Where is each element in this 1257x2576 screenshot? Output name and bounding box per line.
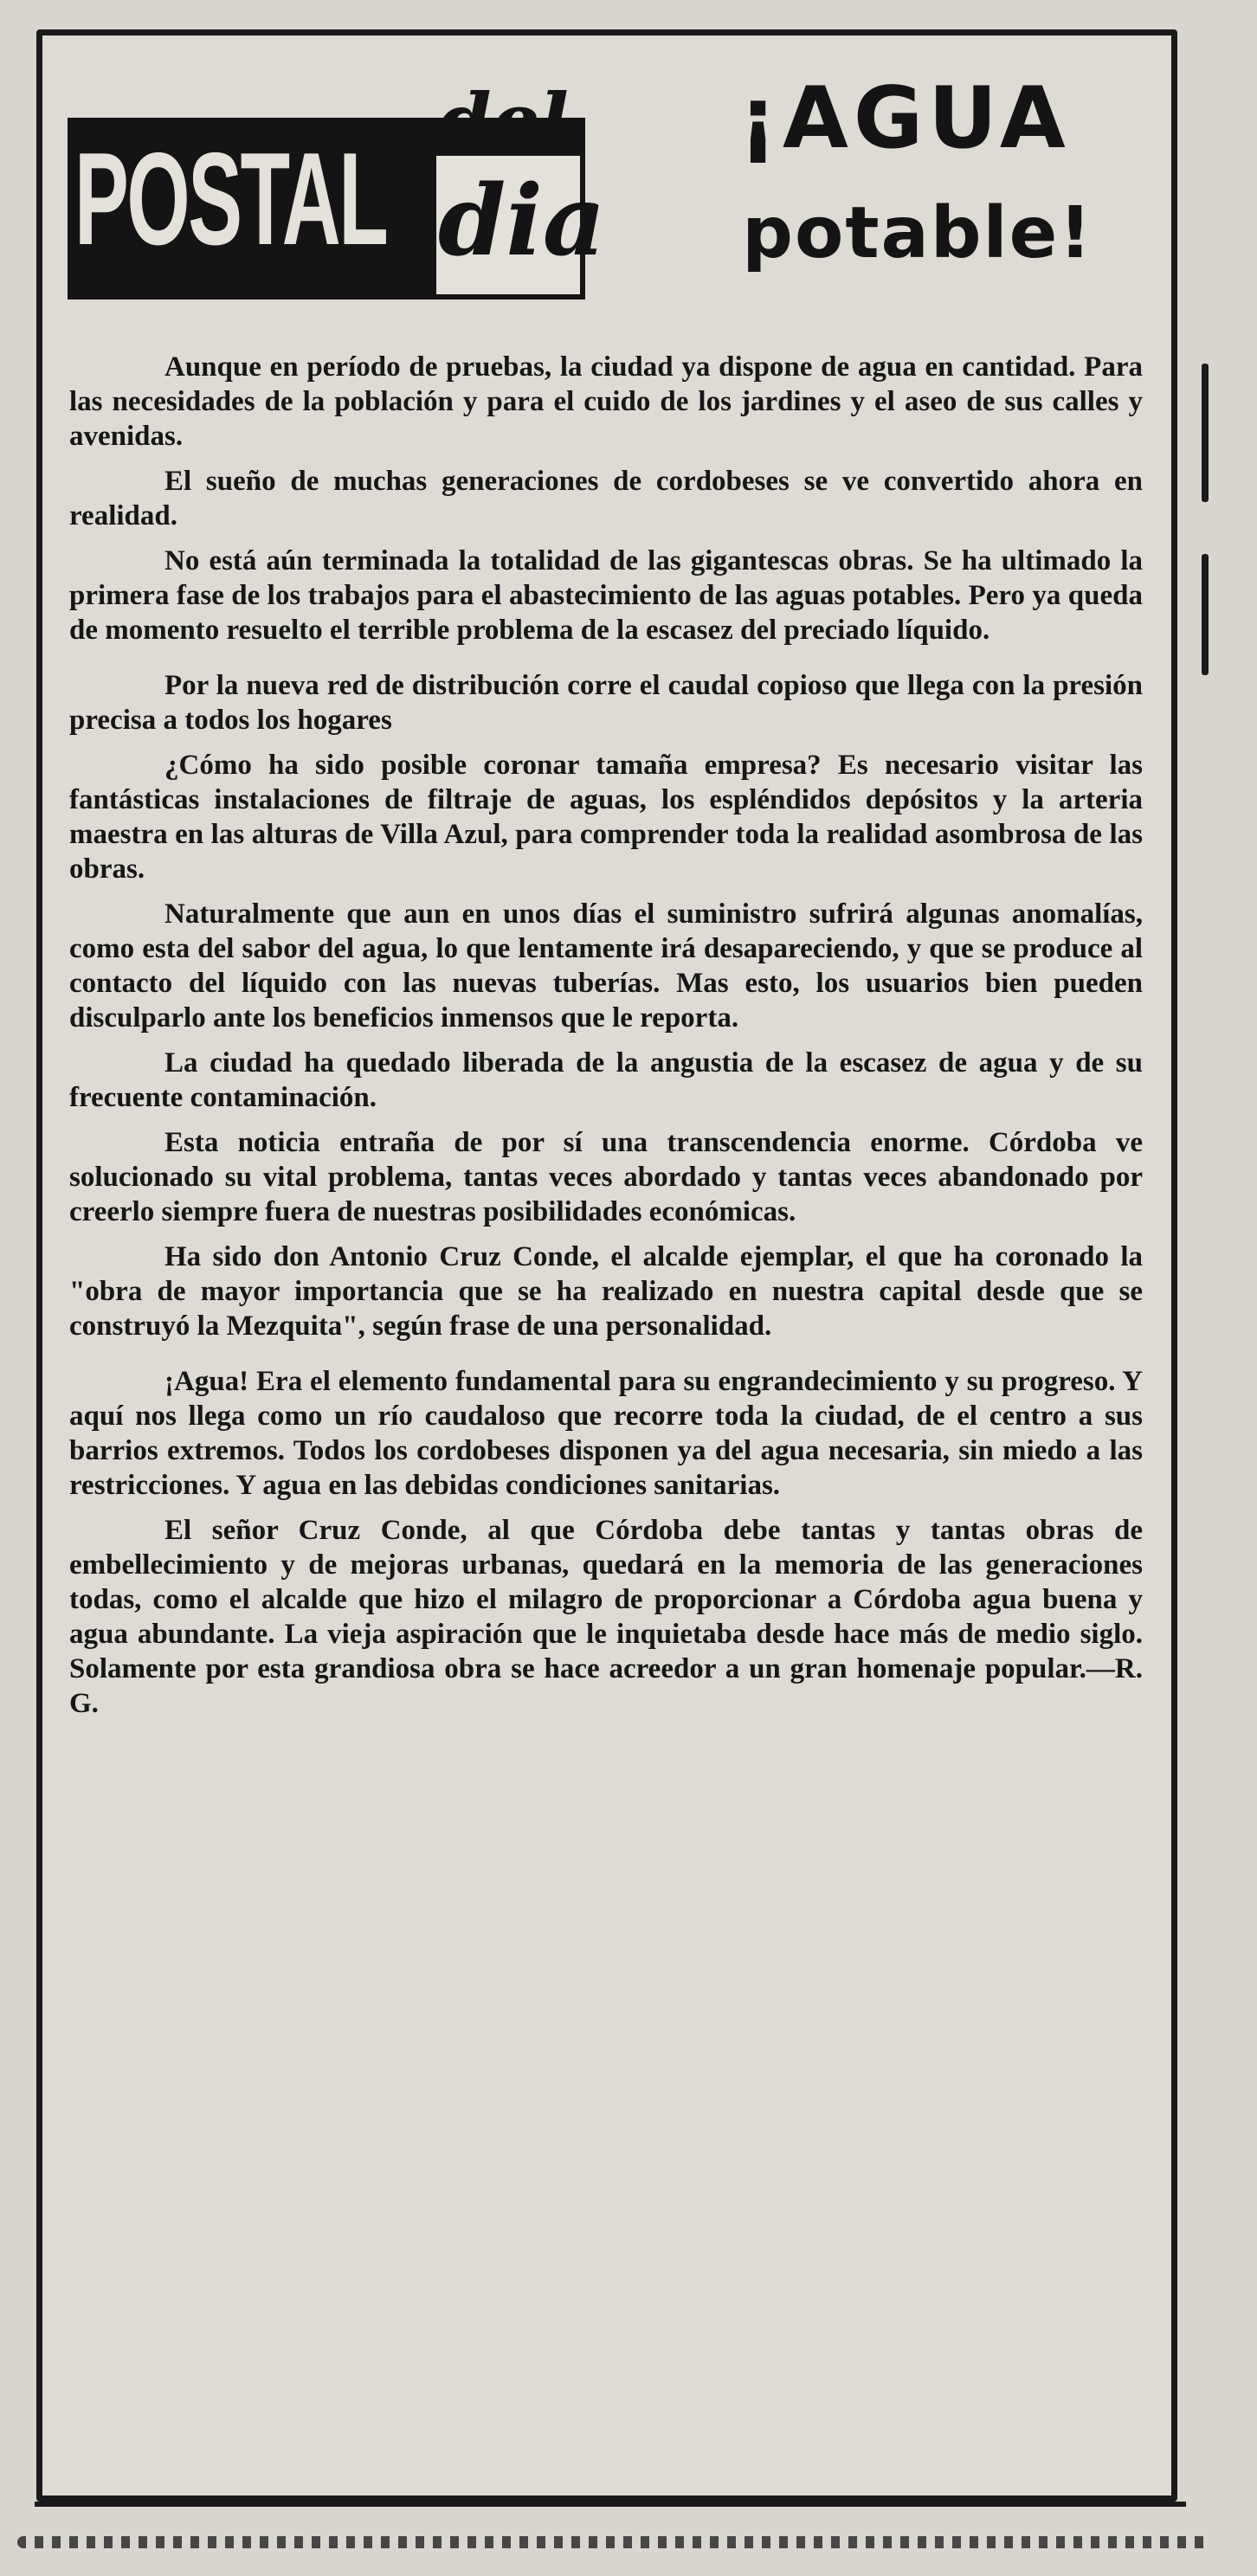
article-paragraph: ¿Cómo ha sido posible coronar tamaña empresa? Es necesario visitar las fantásticas instalaciones de filtraje de aguas, los espléndidos depósitos y la arteria maestra en las alturas de Villa Azul, para comprender toda la realidad asombrosa de las obras. [69,750,1143,885]
logo-dia-text: dia [438,164,606,278]
article-paragraph: La ciudad ha quedado liberada de la angustia de la escasez de agua y de su frecuente contaminación. [69,1047,1143,1113]
headline-line-1: ¡AGUA [738,69,1071,168]
article-paragraph: Por la nueva red de distribución corre el caudal copioso que llega con la presión precisa a todos los hogares [69,670,1143,736]
edge-mark [1202,364,1209,502]
article-body [69,350,1143,1731]
article-paragraph: No está aún terminada la totalidad de las gigantescas obras. Se ha ultimado la primera fase de los trabajos para el abastecimiento de las aguas potables. Pero ya queda de momento resuelto el terrible problema de la escasez del preciado líquido. [69,545,1143,646]
postal-del-dia-logo [68,76,606,299]
headline-line-2: potable! [742,191,1093,274]
article-paragraph: ¡Agua! Era el elemento fundamental para su engrandecimiento y su progreso. Y aquí nos llega como un río caudaloso que recorre toda la ciudad, de el centro a sus barrios extremos. Todos los cordobeses disponen ya del agua necesaria, sin miedo a las restricciones. Y agua en las debidas condiciones sanitarias. [69,1366,1143,1501]
bottom-rule [35,2502,1186,2507]
article-paragraph: Naturalmente que aun en unos días el suministro sufrirá algunas anomalías, como esta del sabor del agua, lo que lentamente irá desapareciendo, y que se produce al contacto del líquido con las nuevas tuberías. Mas esto, los usuarios bien pueden disculparlo ante los beneficios inmensos que le reporta. [69,898,1143,1034]
edge-mark [1202,554,1209,675]
article-paragraph: Ha sido don Antonio Cruz Conde, el alcalde ejemplar, el que ha coronado la "obra de mayor importancia que se ha realizado en nuestra capital desde que se construyó la Mezquita", según frase de una personalidad. [69,1241,1143,1342]
logo-postal-text: POSTAL [74,126,387,273]
decorative-border [17,2536,1212,2548]
article-paragraph: Aunque en período de pruebas, la ciudad ya dispone de agua en cantidad. Para las necesidades de la población y para el cuido de los jardines y el aseo de sus calles y avenidas. [69,351,1143,452]
headline [658,69,1143,274]
article-paragraph: El sueño de muchas generaciones de cordobeses se ve convertido ahora en realidad. [69,466,1143,531]
article-paragraph: Esta noticia entraña de por sí una transcendencia enorme. Córdoba ve solucionado su vital problema, tantas veces abordado y tantas veces abandonado por creerlo siempre fuera de nuestras posibilidades económicas. [69,1127,1143,1227]
logo-del-text: del [438,76,569,166]
article-paragraph: El señor Cruz Conde, al que Córdoba debe tantas y tantas obras de embellecimiento y de mejoras urbanas, quedará en la memoria de las generaciones todas, como el alcalde que hizo el milagro de proporcionar a Córdoba agua buena y agua abundante. La vieja aspiración que le inquietaba desde hace más de medio siglo. Solamente por esta grandiosa obra se hace acreedor a un gran homenaje popular.—R. G. [69,1515,1143,1719]
